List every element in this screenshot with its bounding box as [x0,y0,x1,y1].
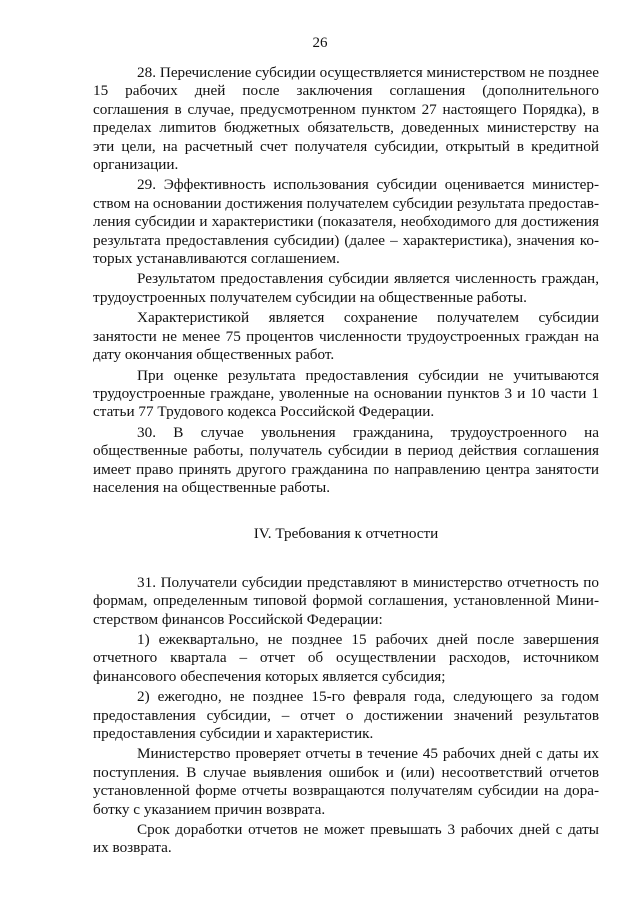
paragraph-check: Министерство проверяет отчеты в течение 45 рабочих дней с даты их поступления. В случае выявления ошибок и (или) несоответствий отчетов установленной форме отчеты возвращаются получателям субсидии на доработку с указанием причин возврата. [93,745,599,818]
page-number: 26 [312,35,328,51]
paragraph-29: 29. Эффективность использования субсидии оценивается министерством на основании достижения получателем субсидии результата предоставления субсидии и характеристики (показателя, необходимого для достижения результата предоставления субсидии) (далее – характеристика), значения которых устанавливаются соглашением. [93,176,599,268]
paragraph-item-1: 1) ежеквартально, не позднее 15 рабочих дней после завершения отчетного квартала – отчет об осуществлении расходов, источником финансового обеспечения которых является субсидия; [93,630,599,685]
paragraph-result: Результатом предоставления субсидии является численность граждан, трудоустроенных получателем субсидии на общественные работы. [93,270,599,306]
document-body [93,64,599,858]
paragraph-evaluation: При оценке результата предоставления субсидии не учитываются трудоустроенные граждане, уволенные на основании пунктов 3 и 10 части 1 статьи 77 Трудового кодекса Российской Федерации. [93,366,599,421]
section-heading: IV. Требования к отчетности [253,525,439,543]
paragraph-deadline: Срок доработки отчетов не может превышать 3 рабочих дней с даты их возврата. [93,821,599,857]
paragraph-item-2: 2) ежегодно, не позднее 15-го февраля года, следующего за годом предоставления субсидии, – отчет о достижении значений результатов предоставления субсидии и характеристик. [93,688,599,742]
paragraph-28: 28. Перечисление субсидии осуществляется министерством не позднее 15 рабочих дней после заключения соглашения (дополнительного соглашения в случае, предусмотренном пунктом 27 настоящего Порядка), в пределах лиmитов бюджетных обязательств, доведенных министерству на эти цели, на расчетный счет получателя субсидии, открытый в кредитной организации. [93,64,599,174]
paragraph-31: 31. Получатели субсидии представляют в министерство отчетность по формам, определенным типовой формой соглашения, установленной Министерством финансов Российской Федерации: [93,573,599,628]
paragraph-characteristic: Характеристикой является сохранение получателем субсидии занятости не менее 75 процентов численности трудоустроенных граждан на дату окончания общественных работ. [93,309,599,364]
paragraph-30: 30. В случае увольнения гражданина, трудоустроенного на общественные работы, получатель субсидии в период действия соглашения имеет право принять другого гражданина по направлению центра занятости населения на общественные работы. [93,423,599,496]
